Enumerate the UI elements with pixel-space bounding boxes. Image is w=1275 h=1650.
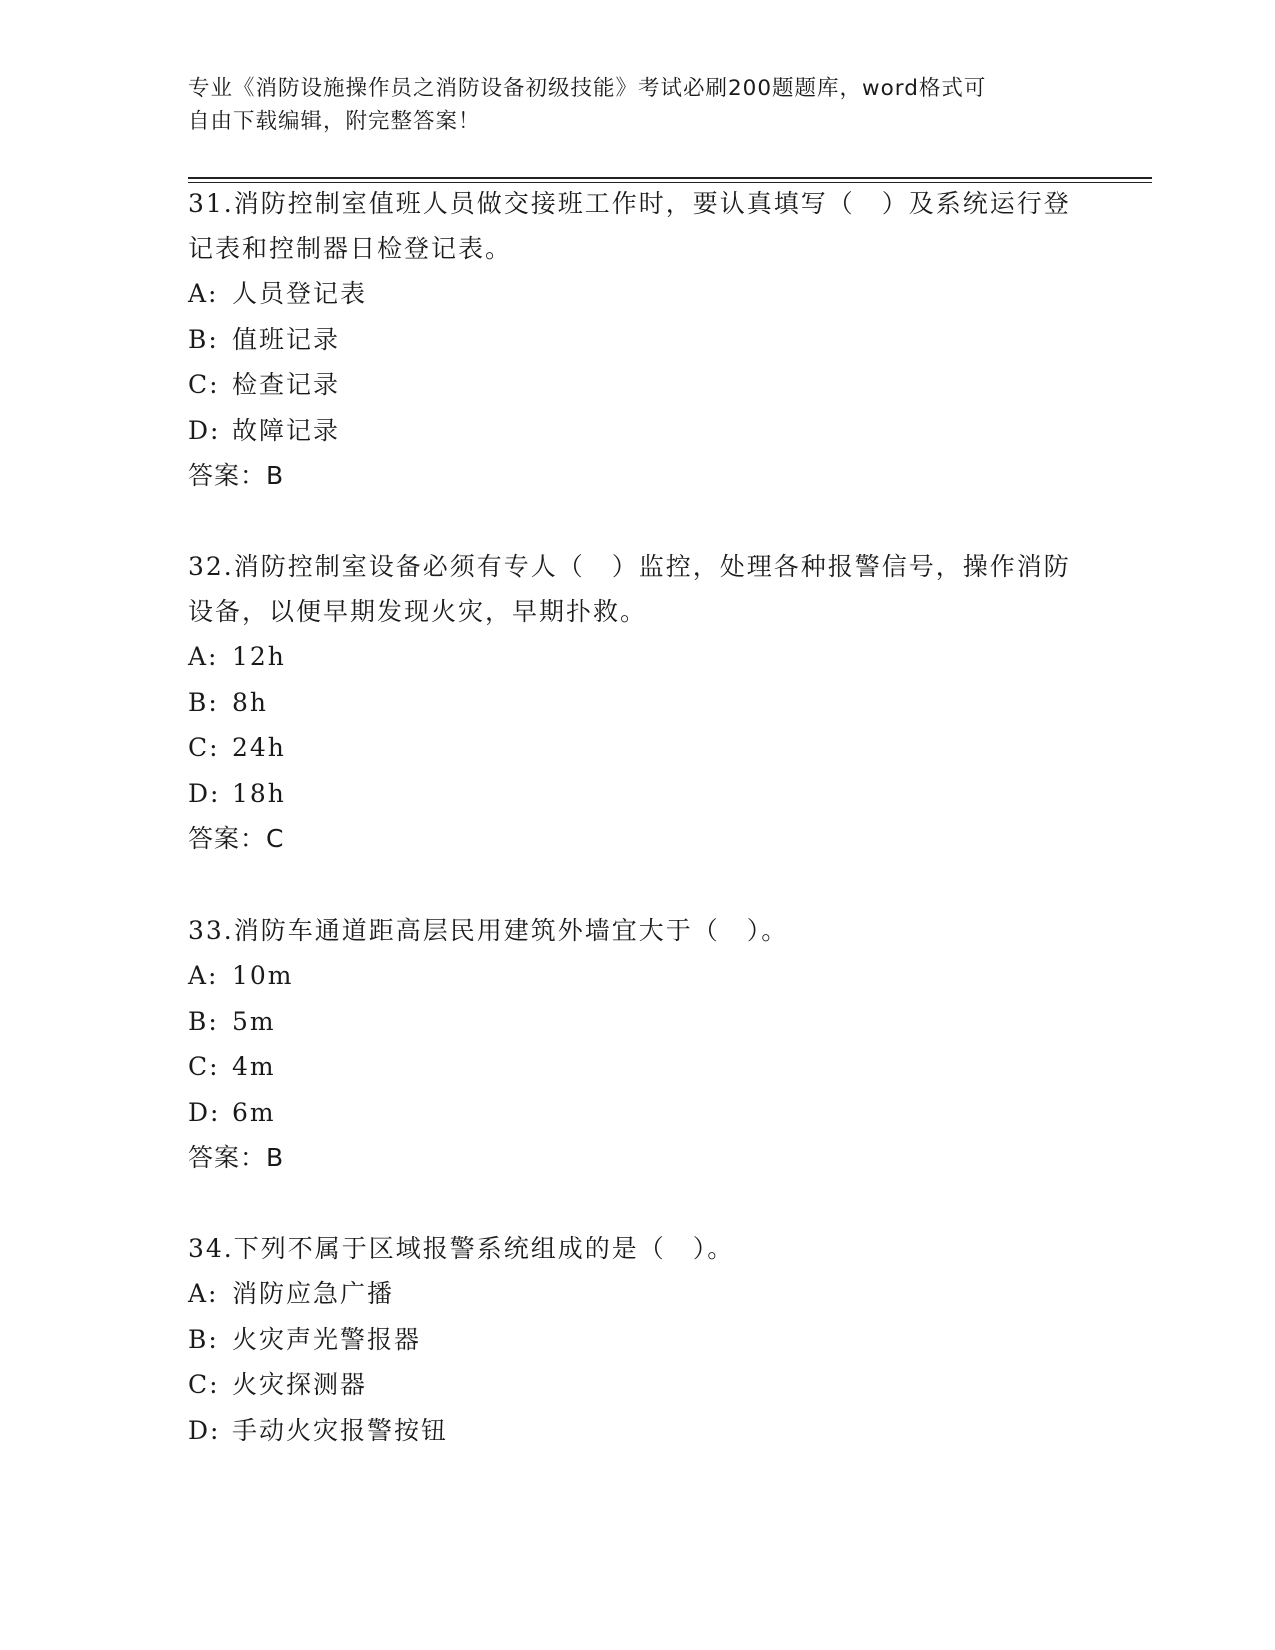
question-text: 33.消防车通道距高层民用建筑外墙宜大于（ ）。	[188, 916, 789, 945]
option-text: 10m	[232, 961, 294, 990]
option-letter: D:	[188, 1415, 221, 1445]
option-text: 18h	[232, 778, 286, 808]
header-line-1: 专业《消防设施操作员之消防设备初级技能》考试必刷200题题库，word格式可	[188, 76, 987, 101]
option-c	[188, 725, 1088, 771]
question-33	[188, 908, 1088, 1180]
answer-text: 答案：B	[188, 1143, 285, 1172]
option-text: 6m	[232, 1097, 276, 1127]
option-text: 24h	[232, 733, 286, 762]
option-a	[188, 271, 1088, 317]
option-list	[188, 1271, 1088, 1453]
option-list	[188, 271, 1088, 453]
question-text: 31.消防控制室值班人员做交接班工作时，要认真填写（ ）及系统运行登记表和控制器日检登记表。	[188, 189, 1071, 263]
option-letter: A:	[188, 1279, 219, 1308]
header-line-2: 自由下载编辑，附完整答案！	[188, 109, 481, 134]
option-text: 12h	[232, 642, 286, 671]
option-text: 消防应急广播	[232, 1279, 395, 1308]
option-list	[188, 634, 1088, 816]
option-letter: A:	[188, 642, 219, 671]
document-header	[188, 72, 1068, 138]
option-d	[188, 1090, 1088, 1136]
option-a	[188, 634, 1088, 680]
option-text: 值班记录	[232, 324, 341, 354]
option-letter: D:	[188, 415, 221, 445]
answer-text: 答案：B	[188, 461, 285, 490]
option-letter: B:	[188, 1324, 219, 1354]
question-34	[188, 1226, 1088, 1453]
option-text: 故障记录	[232, 415, 341, 445]
option-text: 人员登记表	[232, 279, 368, 308]
option-letter: B:	[188, 1006, 219, 1036]
option-letter: D:	[188, 1097, 221, 1127]
option-a	[188, 1271, 1088, 1317]
question-31	[188, 181, 1088, 498]
question-32	[188, 544, 1088, 861]
option-a	[188, 953, 1088, 999]
option-d	[188, 771, 1088, 817]
option-text: 4m	[232, 1052, 276, 1081]
option-list	[188, 953, 1088, 1135]
question-text: 34.下列不属于区域报警系统组成的是（ ）。	[188, 1234, 735, 1263]
option-letter: A:	[188, 961, 219, 990]
option-letter: B:	[188, 324, 219, 354]
answer-text: 答案：C	[188, 824, 285, 853]
question-text: 32.消防控制室设备必须有专人（ ）监控，处理各种报警信号，操作消防设备，以便早期发现火灾，早期扑救。	[188, 552, 1071, 626]
option-letter: C:	[188, 1052, 220, 1081]
option-b	[188, 317, 1088, 363]
option-letter: B:	[188, 687, 219, 717]
option-b	[188, 999, 1088, 1045]
option-b	[188, 680, 1088, 726]
option-d	[188, 408, 1088, 454]
option-c	[188, 1044, 1088, 1090]
option-letter: A:	[188, 279, 219, 308]
option-d	[188, 1408, 1088, 1454]
option-text: 火灾声光警报器	[232, 1324, 422, 1354]
option-b	[188, 1317, 1088, 1363]
option-letter: C:	[188, 733, 220, 762]
option-text: 火灾探测器	[232, 1370, 368, 1399]
option-letter: D:	[188, 778, 221, 808]
option-text: 手动火灾报警按钮	[232, 1415, 449, 1445]
option-letter: C:	[188, 370, 220, 399]
option-c	[188, 362, 1088, 408]
option-text: 8h	[232, 687, 269, 717]
option-text: 检查记录	[232, 370, 341, 399]
option-c	[188, 1362, 1088, 1408]
option-text: 5m	[232, 1006, 276, 1036]
option-letter: C:	[188, 1370, 220, 1399]
